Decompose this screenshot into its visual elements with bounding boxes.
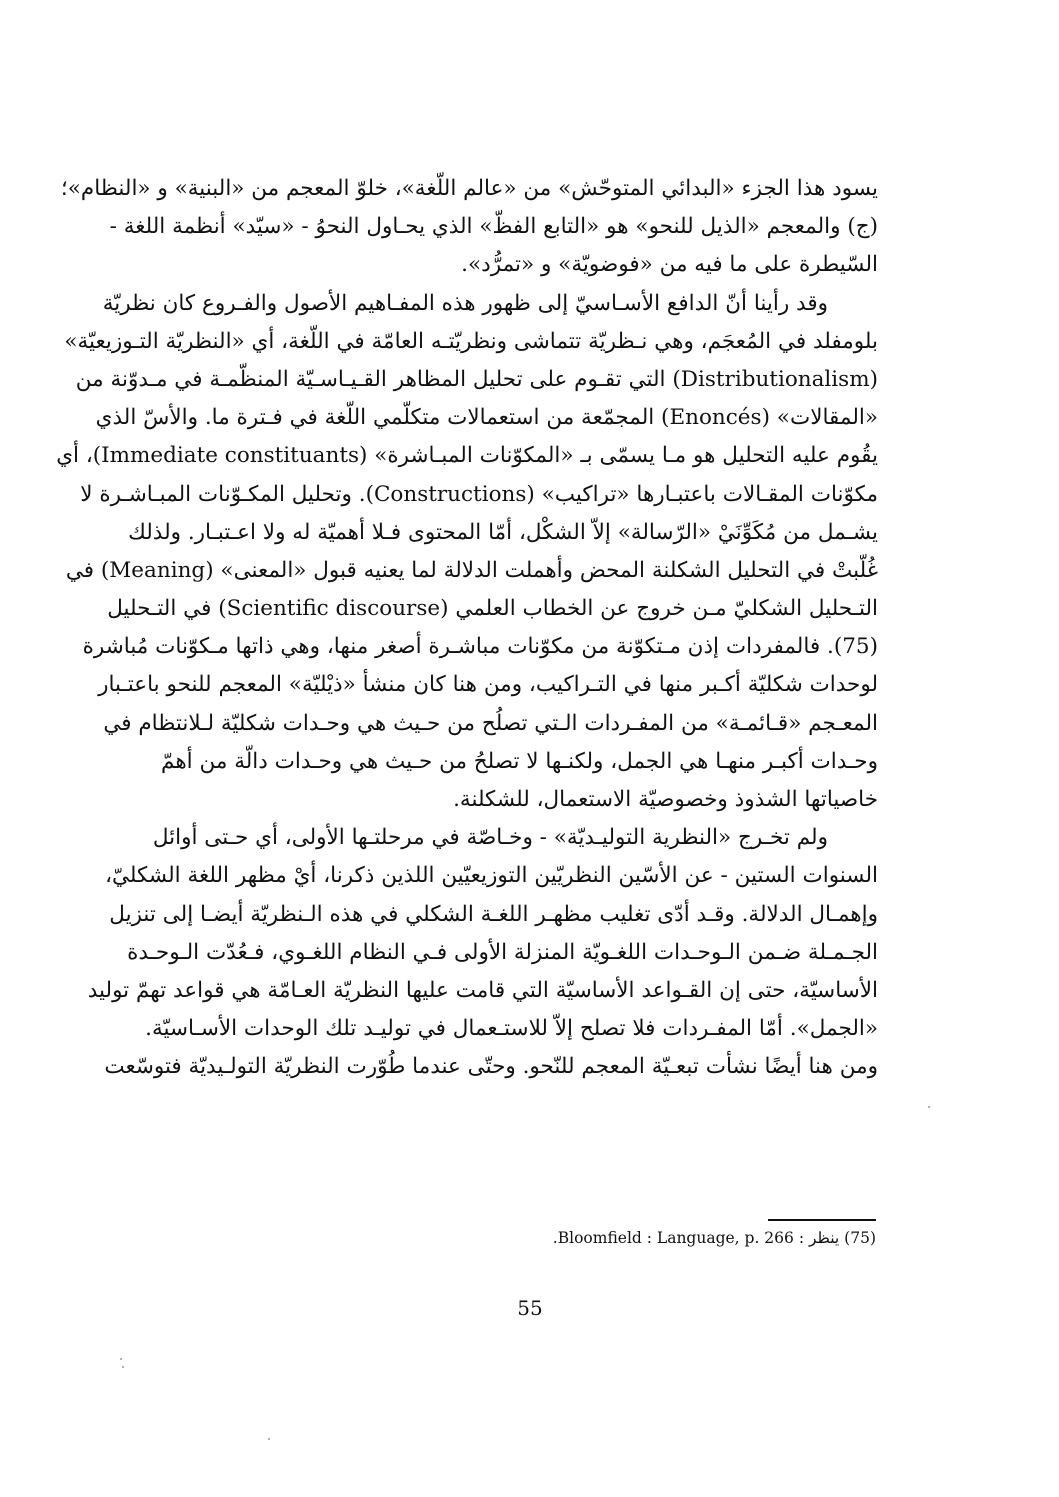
scan-speck [122, 1366, 124, 1368]
text-line: (75). فالمفردات إذن مـتكوّنة من مكوّنات مباشـرة أصغر منها، وهي ذاتها مـكوّنات مُباشرة [82, 634, 878, 660]
text-line: السّيطرة على ما فيه من «فوضويّة» و «تمرُّد». [461, 252, 878, 278]
text-line: «المقالات» (Enoncés) المجمّعة من استعمالات متكلّمي اللّغة في فـترة ما. والأسّ الذي [95, 405, 878, 431]
text-line: خاصياتها الشذوذ وخصوصيّة الاستعمال، للشكلنة. [453, 787, 878, 812]
text-line: يقُوم عليه التحليل هو مـا يسمّى بـ «المكوّنات المبـاشرة» (Immediate constituants)، أي [56, 443, 878, 469]
text-line: الأساسيّة، حتى إن القـواعد الأساسيّة التي قامت عليها النظريّة العـامّة هي قواعد تهمّ توليد [87, 977, 878, 1003]
text-line: يشـمل من مُكَوِّنَيْ «الرّسالة» إلاّ الشكْل، أمّا المحتوى فـلا أهميّة له ولا اعـتبـار. ولذلك [128, 519, 878, 545]
scan-speck [928, 1106, 930, 1108]
footnote: (75) ينظر : Bloomfield : Language, p. 266. [552, 1229, 876, 1247]
text-line: التـحليل الشكليّ مـن خروج عن الخطاب العلمي (Scientific discourse) في التـحليل [107, 596, 878, 622]
text-line: (ج) والمعجم «الذيل للنحو» هو «التابع الفظّ» الذي يحـاول النحوُ - «سيّد» أنظمة اللغة - [109, 214, 878, 240]
text-line: وحـدات أكبـر منهـا هي الجمل، ولكنـها لا تصلحُ من حـيث هي وحـدات دالّة من أهمّ [161, 748, 878, 774]
text-line: غُلّبتْ في التحليل الشكلنة المحض وأهملت الدلالة لما يعنيه قبول «المعنى» (Meaning) في [65, 557, 878, 583]
body-text [56, 170, 878, 1087]
text-line: الجـمـلة ضـمن الـوحـدات اللغـويّة المنزلة الأولى فـي النظام اللغـوي، فـعُدّت الـوحـدة [127, 939, 878, 965]
text-line: وإهمـال الدلالة. وقـد أدّى تغليب مظهـر اللغـة الشكلي في هذه الـنظريّة أيضـا إلى تنزيل [109, 901, 878, 927]
text-line: مكوّنات المقـالات باعتبـارها «تراكيب» (Constructions). وتحليل المكـوّنات المبـاشـرة لا [80, 481, 878, 507]
text-line: يسود هذا الجزء «البدائي المتوحّش» من «عالم اللّغة»، خلوّ المعجم من «البنية» و «النظام»؛ [60, 176, 878, 201]
scan-speck [268, 1438, 270, 1440]
footnote-divider [768, 1219, 876, 1221]
text-line: (Distributionalism) التي تقـوم على تحليل المظاهر القـيـاسـيّة المنظّمـة في مـدوّنة من [75, 366, 878, 392]
text-line: ولم تخـرج «النظرية التوليـديّة» - وخـاصّة في مرحلتـها الأولى، أي حـتى أوائل [152, 825, 828, 851]
text-line: «الجمل». أمّا المفـردات فلا تصلح إلاّ للاستـعمال في توليـد تلك الوحدات الأسـاسيّة. [145, 1016, 878, 1042]
page-number: 55 [517, 1296, 543, 1320]
text-line: وقد رأينا أنّ الدافع الأسـاسيّ إلى ظهور هذه المفـاهيم الأصول والفـروع كان نظريّة [102, 290, 828, 316]
text-line: المعـجم «قـائمـة» من المفـردات الـتي تصلُح من حـيث هي وحـدات شكليّة لـلانتظام في [103, 710, 878, 736]
text-line: ومن هنا أيضًا نشأت تبعـيّة المعجم للنّحو. وحتّى عندما طُوّرت النظريّة التولـيديّة فتوسّعت [104, 1054, 878, 1080]
text-line: لوحدات شكليّة أكـبر منها في التـراكيب، ومن هنا كان منشأ «ذيْليّة» المعجم للنحو باعتـبار [98, 672, 878, 698]
text-line: السنوات الستين - عن الأسّين النظريّين التوزيعيّين اللذين ذكرنا، أيْ مظهر اللغة الشكليّ، [105, 863, 878, 889]
text-line: بلومفلد في المُعجَم، وهي نـظريّة تتماشى ونظريّتـه العامّة في اللّغة، أي «النظريّة التـوزيعيّة» [64, 328, 878, 354]
scan-speck [120, 1358, 122, 1360]
